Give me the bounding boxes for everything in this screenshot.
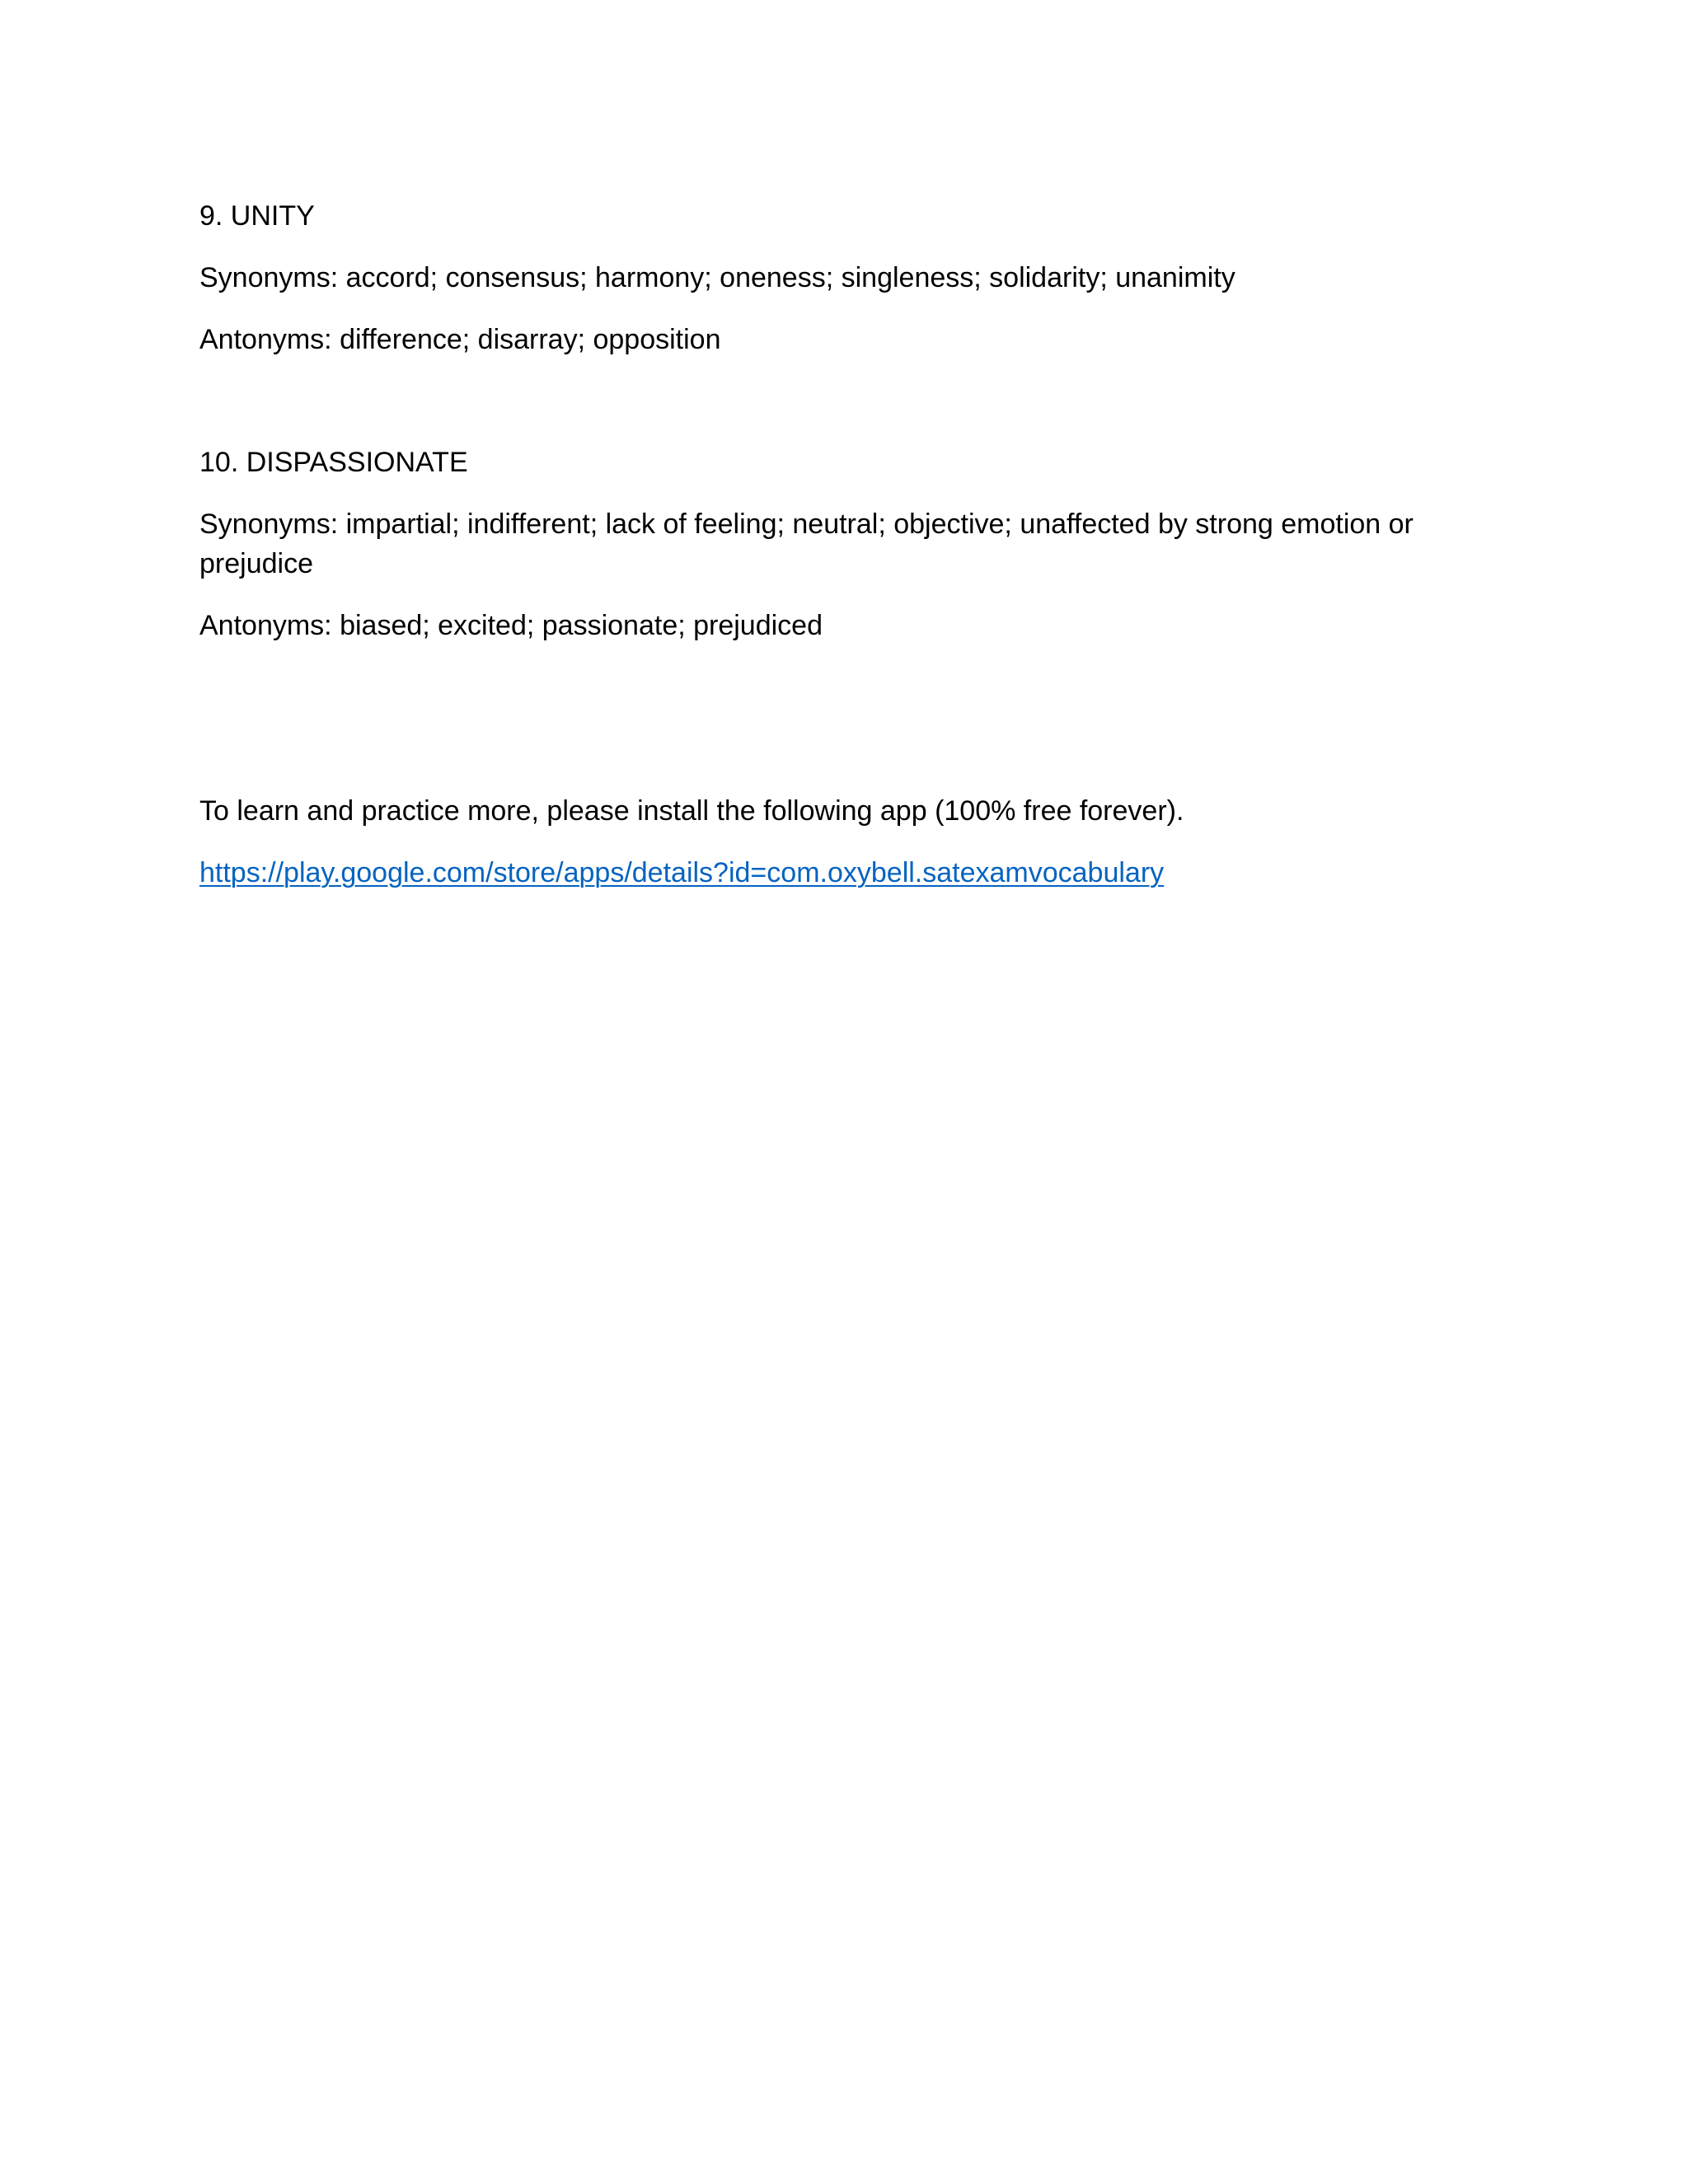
entry-antonyms: Antonyms: difference; disarray; opposition xyxy=(199,324,721,355)
footer-note: To learn and practice more, please install the following app (100% free forever). xyxy=(199,795,1184,827)
footer-note-section xyxy=(199,791,1485,893)
entry-synonyms: Synonyms: impartial; indifferent; lack of feeling; neutral; objective; unaffected by strong emotion or prejudice xyxy=(199,509,1414,579)
entry-synonyms: Synonyms: accord; consensus; harmony; oneness; singleness; solidarity; unanimity xyxy=(199,262,1236,293)
document-body xyxy=(199,196,1485,915)
vocab-entry-unity xyxy=(199,196,1485,359)
footer-spacer xyxy=(199,668,1485,791)
entry-heading: 10. DISPASSIONATE xyxy=(199,447,468,478)
entry-spacer xyxy=(199,382,1485,443)
entry-heading: 9. UNITY xyxy=(199,200,315,232)
entry-antonyms: Antonyms: biased; excited; passionate; prejudiced xyxy=(199,610,823,641)
vocab-entry-dispassionate xyxy=(199,443,1485,645)
app-store-link[interactable]: https://play.google.com/store/apps/details?id=com.oxybell.satexamvocabulary xyxy=(199,857,1165,888)
footer-link-paragraph xyxy=(199,853,1485,893)
